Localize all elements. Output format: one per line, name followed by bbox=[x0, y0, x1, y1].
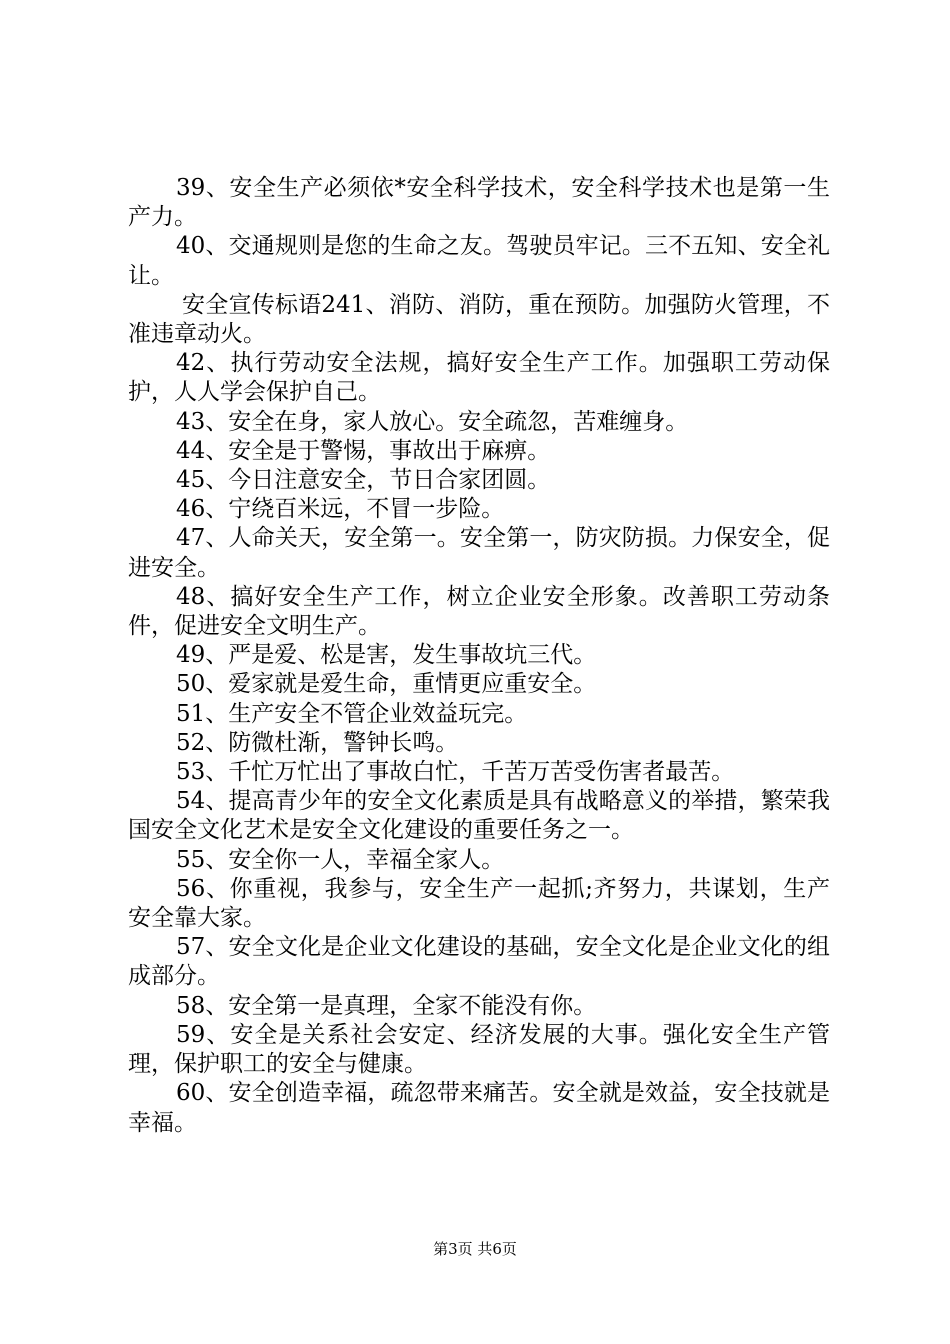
paragraph-43: 43、安全在身，家人放心。安全疏忽，苦难缠身。 bbox=[176, 408, 689, 435]
paragraph-41: 安全宣传标语241、消防、消防，重在预防。加强防火管理，不准违章动火。 bbox=[128, 291, 830, 348]
paragraph-39: 39、安全生产必须依*安全科学技术，安全科学技术也是第一生产力。 bbox=[128, 175, 830, 231]
paragraph-42: 42、执行劳动安全法规，搞好安全生产工作。加强职工劳动保护，人人学会保护自己。 bbox=[128, 350, 830, 406]
paragraph-59: 59、安全是关系社会安定、经济发展的大事。强化安全生产管理，保护职工的安全与健康。 bbox=[128, 1021, 830, 1078]
paragraph-55: 55、安全你一人，幸福全家人。 bbox=[176, 846, 505, 873]
paragraph-57: 57、安全文化是企业文化建设的基础，安全文化是企业文化的组成部分。 bbox=[128, 934, 830, 990]
paragraph-48: 48、搞好安全生产工作，树立企业安全形象。改善职工劳动条件，促进安全文明生产。 bbox=[128, 583, 830, 640]
paragraph-46: 46、宁绕百米远，不冒一步险。 bbox=[176, 496, 505, 523]
paragraph-54: 54、提高青少年的安全文化素质是具有战略意义的举措，繁荣我国安全文化艺术是安全文化建设的重要任务之一。 bbox=[128, 788, 830, 844]
paragraph-60: 60、安全创造幸福，疏忽带来痛苦。安全就是效益，安全技就是幸福。 bbox=[128, 1080, 830, 1136]
paragraph-58: 58、安全第一是真理，全家不能没有你。 bbox=[176, 992, 597, 1019]
paragraph-49: 49、严是爱、松是害，发生事故坑三代。 bbox=[176, 642, 597, 669]
paragraph-56: 56、你重视，我参与，安全生产一起抓;齐努力，共谋划，生产安全靠大家。 bbox=[128, 875, 830, 932]
paragraph-45: 45、今日注意安全，节日合家团圆。 bbox=[176, 467, 551, 494]
paragraph-47: 47、人命关天，安全第一。安全第一，防灾防损。力保安全，促进安全。 bbox=[128, 525, 830, 581]
paragraph-40: 40、交通规则是您的生命之友。驾驶员牢记。三不五知、安全礼让。 bbox=[128, 233, 830, 289]
paragraph-44: 44、安全是于警惕，事故出于麻痹。 bbox=[176, 437, 551, 464]
paragraph-53: 53、千忙万忙出了事故白忙，千苦万苦受伤害者最苦。 bbox=[176, 759, 735, 786]
paragraph-52: 52、防微杜渐，警钟长鸣。 bbox=[176, 729, 459, 756]
paragraph-51: 51、生产安全不管企业效益玩完。 bbox=[176, 700, 528, 727]
page-number-footer: 第3页 共6页 bbox=[433, 1240, 517, 1258]
document-body bbox=[128, 174, 830, 1138]
paragraph-50: 50、爱家就是爱生命，重情更应重安全。 bbox=[176, 671, 597, 698]
